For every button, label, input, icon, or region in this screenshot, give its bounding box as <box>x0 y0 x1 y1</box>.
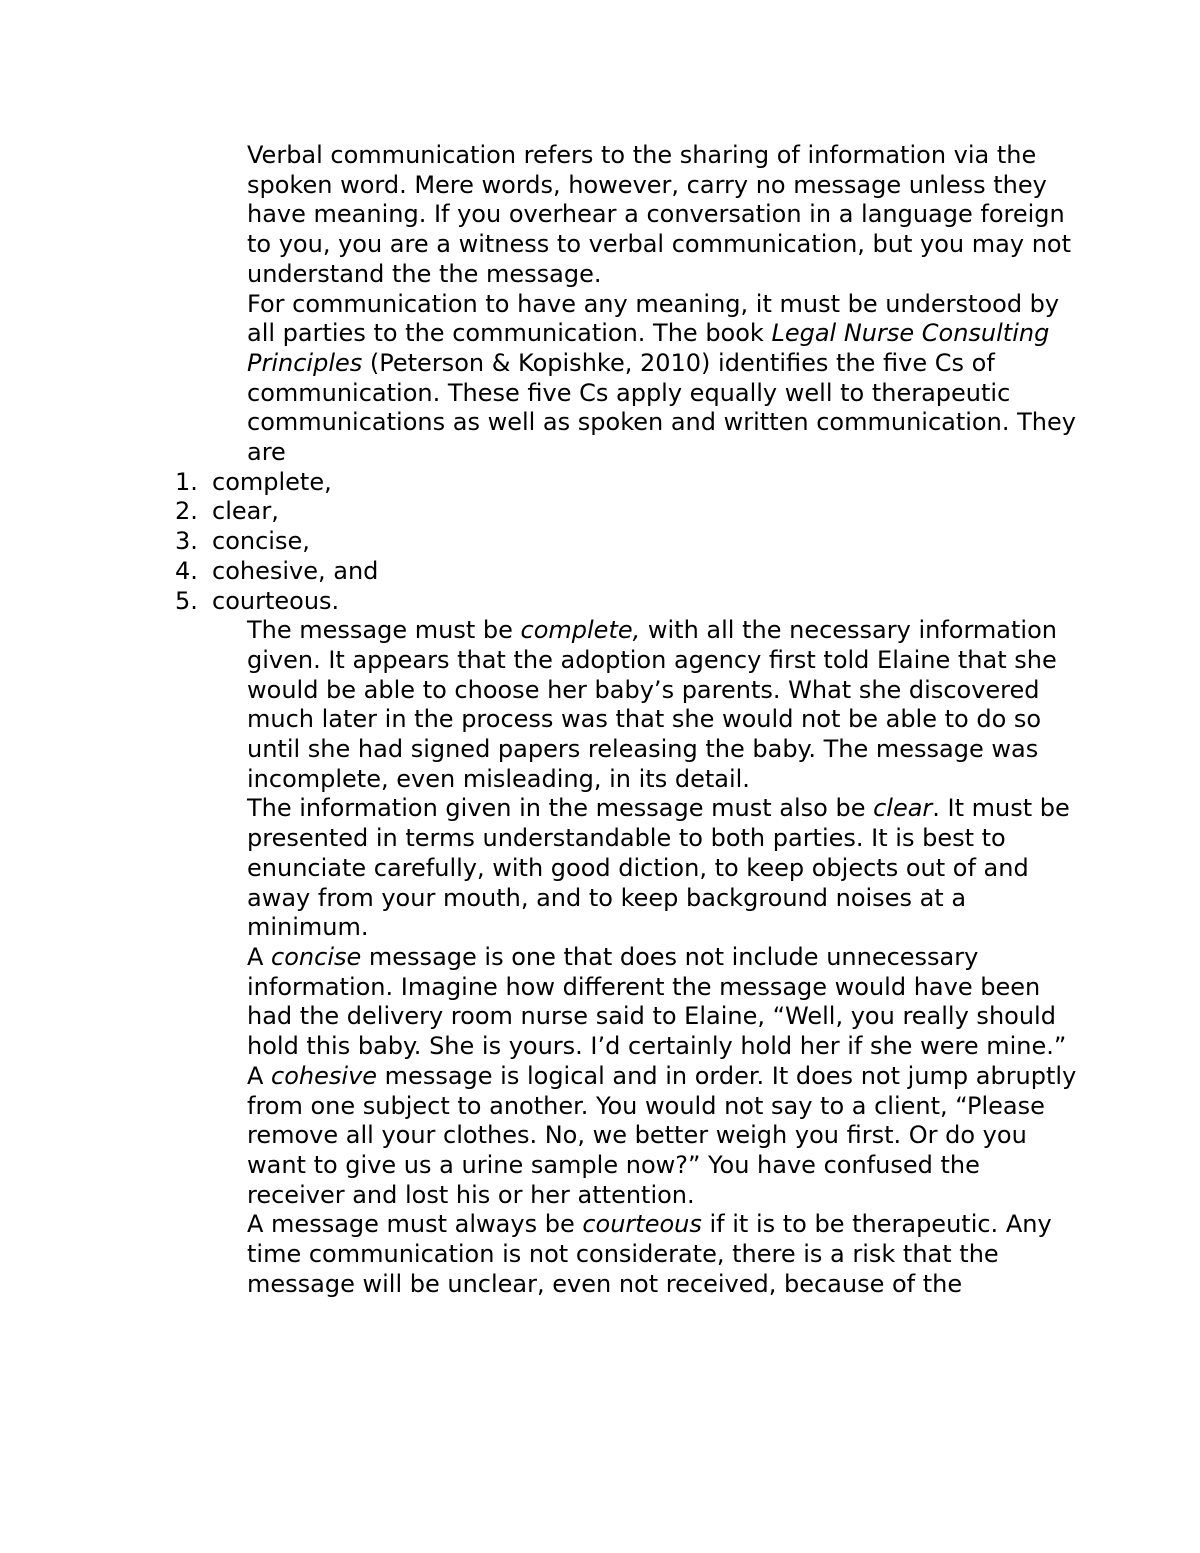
paragraph-clear <box>247 794 1077 943</box>
paragraph-text-before: The message must be <box>247 616 521 645</box>
paragraph-text-after: with all the necessary information given. It appears that the adoption agency first told Elaine that she would be able to choose her baby’s parents. What she discovered much later in the process was that she would not be able to do so until she had signed papers releasing the baby. The message was incomplete, even misleading, in its detail. <box>247 616 1057 793</box>
list-item-concise <box>0 527 1200 557</box>
list-number: 3. <box>175 527 198 556</box>
list-item-courteous <box>0 587 1200 617</box>
list-item-complete <box>0 468 1200 498</box>
five-cs-list <box>0 468 1200 617</box>
paragraph-text-after: message is one that does not include unnecessary information. Imagine how different the message would have been had the delivery room nurse said to Elaine, “Well, you really should hold this baby. She is yours. I’d certainly hold her if she were mine.” <box>247 942 1067 1061</box>
paragraph-text-after: message is logical and in order. It does not jump abruptly from one subject to another. You would not say to a client, “Please remove all your clothes. No, we better weigh you first. Or do you want to give us a urine sample now?” You have confused the receiver and lost his or her attention. <box>247 1061 1077 1209</box>
list-item-cohesive <box>0 557 1200 587</box>
intro-paragraph-five-cs <box>247 290 1077 468</box>
intro-paragraph-verbal-communication <box>247 141 1077 290</box>
list-item-text: complete, <box>212 467 332 496</box>
intro-paragraph-text: Verbal communication refers to the sharing of information via the spoken word. Mere words, however, carry no message unless they have meaning. If you overhear a conversation in a language foreign to you, you are a witness to verbal communication, but you may not understand the the message. <box>247 141 1071 288</box>
list-item-text: cohesive, and <box>212 556 379 585</box>
list-number: 2. <box>175 497 198 526</box>
intro-paragraph-text-before: For communication to have any meaning, it must be understood by all parties to the communication. The book <box>247 289 1060 348</box>
term-complete: complete, <box>520 616 641 645</box>
book-title: Legal Nurse Consulting Principles <box>247 319 1050 377</box>
term-concise: concise <box>271 942 362 971</box>
paragraph-text-before: A message must always be <box>247 1210 583 1239</box>
paragraph-courteous <box>247 1210 1077 1299</box>
paragraph-text-before: A <box>247 942 272 971</box>
list-number: 5. <box>175 586 198 615</box>
paragraph-text-before: A <box>247 1061 272 1090</box>
term-clear: clear <box>873 794 933 823</box>
paragraph-concise <box>247 943 1077 1062</box>
paragraph-cohesive <box>247 1062 1077 1211</box>
paragraph-complete <box>247 616 1077 794</box>
list-item-text: concise, <box>212 527 310 556</box>
intro-paragraph-text-after: (Peterson & Kopishke, 2010) identifies the five Cs of communication. These five Cs apply equally well to therapeutic communications as well as spoken and written communication. They are <box>247 348 1076 467</box>
term-cohesive: cohesive <box>271 1061 378 1090</box>
list-item-text: courteous. <box>212 586 340 615</box>
list-item-text: clear, <box>212 497 279 526</box>
list-number: 1. <box>175 467 198 496</box>
list-item-clear <box>0 497 1200 527</box>
paragraph-text-before: The information given in the message must also be <box>247 794 874 823</box>
paragraph-text-after: . It must be presented in terms understandable to both parties. It is best to enunciate carefully, with good diction, to keep objects out of and away from your mouth, and to keep background noises at a minimum. <box>247 794 1070 942</box>
list-number: 4. <box>175 556 198 585</box>
document-body <box>0 141 1200 1299</box>
paragraph-text-after: if it is to be therapeutic. Any time communication is not considerate, there is a risk that the message will be unclear, even not received, because of the <box>247 1210 1052 1298</box>
term-courteous: courteous <box>582 1210 702 1239</box>
